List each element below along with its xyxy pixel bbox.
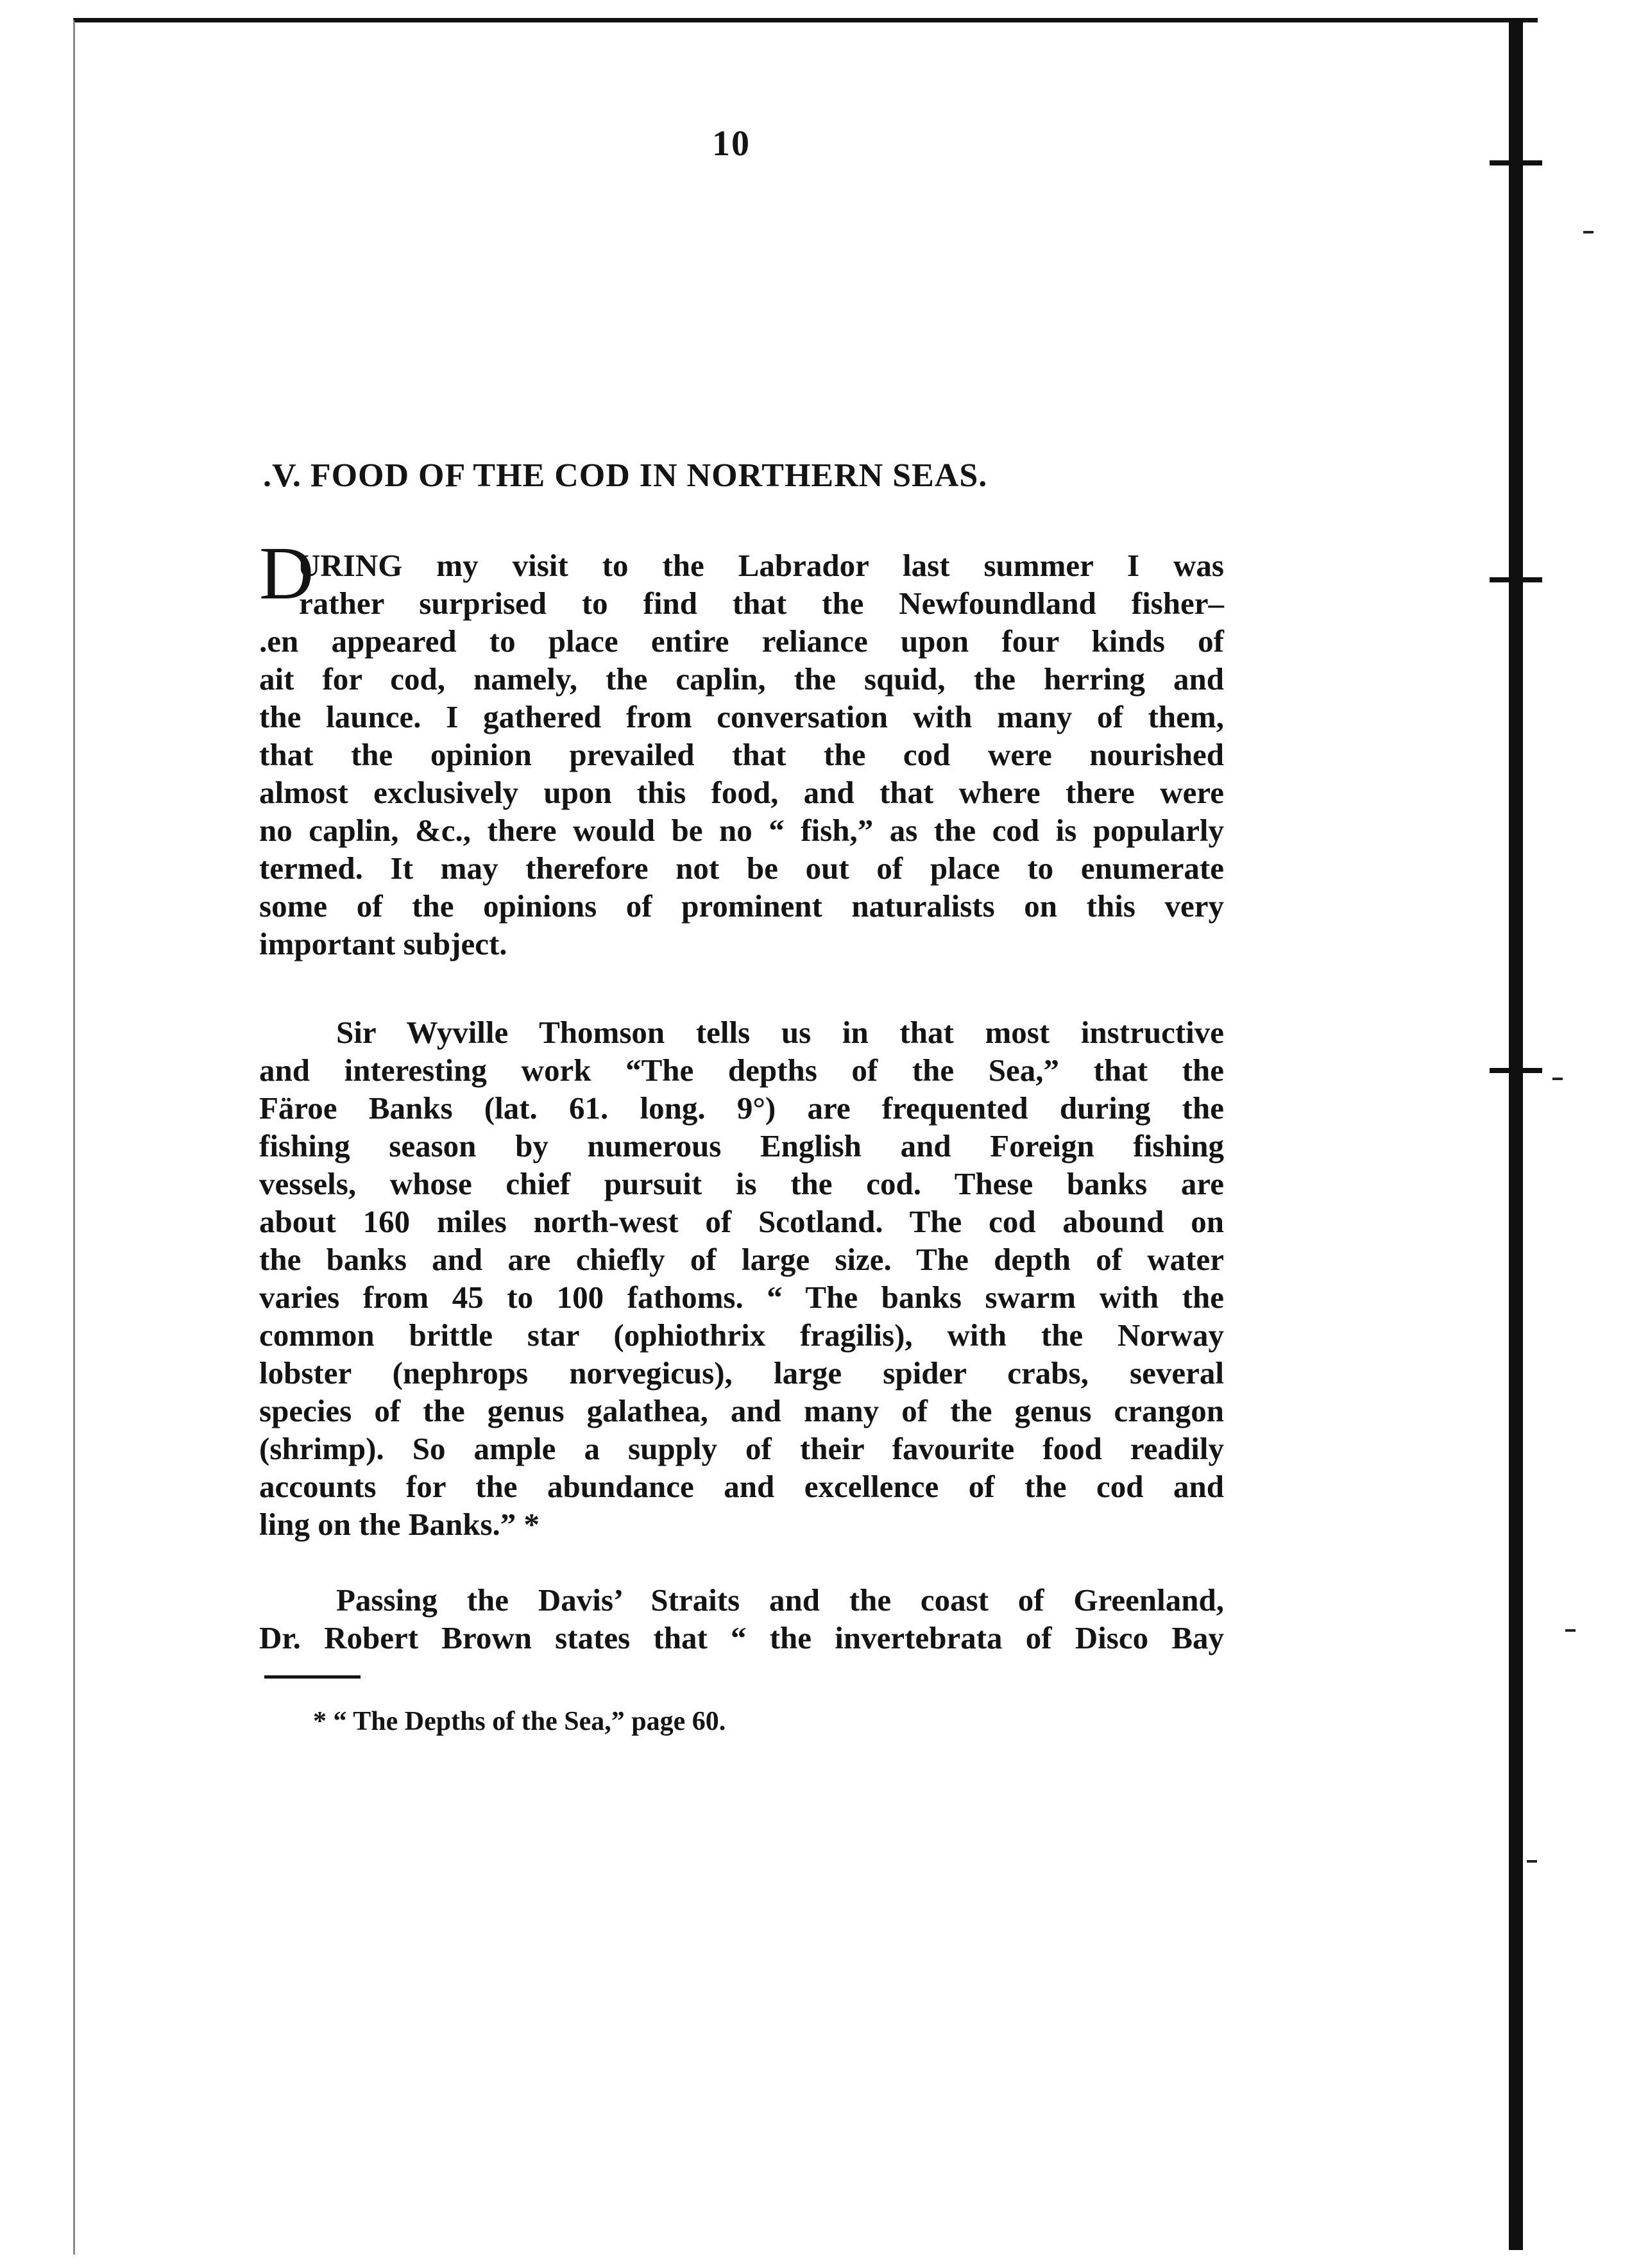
paragraph-line: varies from 45 to 100 fathoms. “ The banks swarm with the [259, 1280, 1224, 1315]
paragraph-line: the launce. I gathered from conversation with many of them, [259, 699, 1224, 734]
paragraph-line: Sir Wyville Thomson tells us in that most instructive [336, 1015, 1224, 1050]
paragraph-line: DURING my visit to the Labrador last summer I was [259, 531, 1224, 615]
paragraph-line: (shrimp). So ample a supply of their favourite food readily [259, 1431, 1224, 1466]
paragraph-line: important subject. [259, 926, 507, 961]
paragraph-line: Färoe Banks (lat. 61. long. 9°) are frequented during the [259, 1090, 1224, 1126]
paragraph-labrador [259, 531, 1224, 963]
book-spine-edge [1509, 18, 1523, 2250]
paragraph-line: and interesting work “The depths of the Sea,” that the [259, 1053, 1224, 1088]
binding-mark [1490, 577, 1542, 582]
paragraph-line: vessels, whose chief pursuit is the cod. These banks are [259, 1166, 1224, 1201]
paragraph-line: lobster (nephrops norvegicus), large spider crabs, several [259, 1355, 1224, 1391]
paragraph-line: species of the genus galathea, and many of the genus crangon [259, 1393, 1224, 1428]
paragraph-line: fishing season by numerous English and Foreign fishing [259, 1128, 1224, 1164]
paragraph-faroe-banks [259, 1013, 1224, 1543]
paragraph-line: the banks and are chiefly of large size. The depth of water [259, 1242, 1224, 1277]
edge-mark [1552, 1078, 1563, 1080]
paragraph-line: that the opinion prevailed that the cod were nourished [259, 737, 1224, 772]
paragraph-line: common brittle star (ophiothrix fragilis), with the Norway [259, 1317, 1224, 1353]
paragraph-line: ling on the Banks.” * [259, 1507, 540, 1542]
footnote: * “ The Depths of the Sea,” page 60. [313, 1707, 726, 1736]
paragraph-line: ait for cod, namely, the caplin, the squid, the herring and [259, 661, 1224, 697]
edge-mark [1527, 1860, 1537, 1863]
binding-mark [1490, 160, 1542, 165]
paragraph-line: .en appeared to place entire reliance upon four kinds of [259, 623, 1224, 659]
edge-mark [1583, 231, 1594, 233]
paragraph-line: termed. It may therefore not be out of place to enumerate [259, 851, 1224, 886]
binding-mark [1490, 1068, 1542, 1073]
paragraph-davis-straits [259, 1581, 1224, 1657]
paragraph-line: about 160 miles north-west of Scotland. The cod abound on [259, 1204, 1224, 1239]
edge-mark [1565, 1629, 1576, 1632]
paragraph-line: some of the opinions of prominent naturalists on this very [259, 888, 1224, 924]
page-number: 10 [712, 124, 751, 164]
paragraph-line: rather surprised to find that the Newfoundland fisher– [299, 586, 1224, 621]
footnote-divider [264, 1675, 361, 1679]
paragraph-line: Passing the Davis’ Straits and the coast of Greenland, [336, 1582, 1224, 1618]
paragraph-line: almost exclusively upon this food, and that where there were [259, 775, 1224, 810]
section-heading: .V. FOOD OF THE COD IN NORTHERN SEAS. [263, 457, 988, 494]
paragraph-line: accounts for the abundance and excellence of the cod and [259, 1469, 1224, 1504]
paragraph-line: Dr. Robert Brown states that “ the invertebrata of Disco Bay [259, 1620, 1224, 1655]
paragraph-line: no caplin, &c., there would be no “ fish,” as the cod is popularly [259, 813, 1224, 848]
drop-cap: D [259, 531, 314, 615]
